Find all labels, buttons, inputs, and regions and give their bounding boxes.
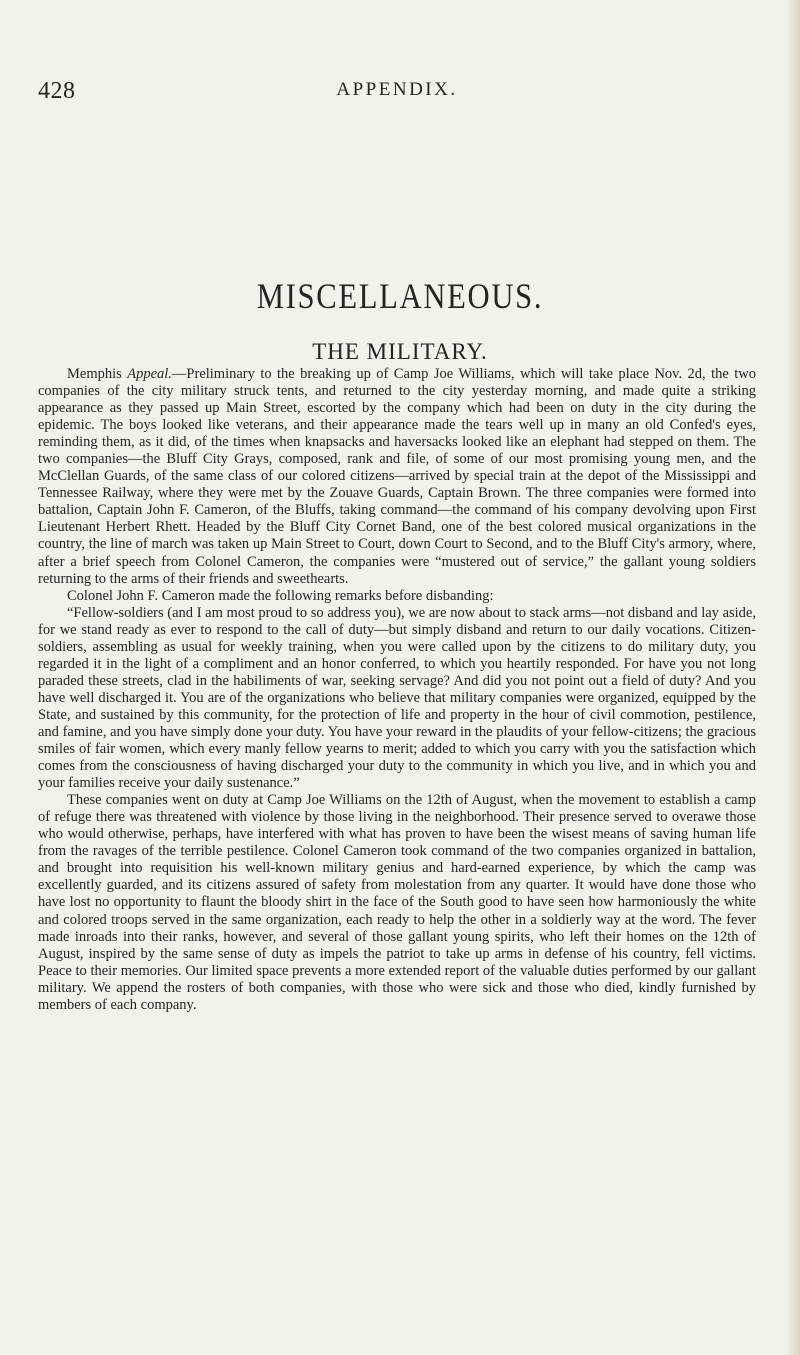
paragraph-1-lead: Memphis [67, 366, 128, 382]
article-title: THE MILITARY. [312, 339, 488, 364]
paragraph-2: Colonel John F. Cameron made the following remarks before disbanding: [67, 587, 494, 604]
paragraph-1 [38, 366, 756, 588]
newspaper-name: Appeal. [127, 366, 172, 382]
section-title: MISCELLANEOUS. [256, 276, 544, 316]
paragraph-1-text: —Preliminary to the breaking up of Camp Joe Williams, which will take place Nov. 2d, the two companies of the city military struck tents, and returned to the city yesterday morning, and made quite a striking appearance as they passed up Main Street, escorted by the company which had been on duty in the city during the epidemic. The boys looked like veterans, and their appearance made the tears well up in many an old Confed's eyes, reminding them, as it did, of the times when knapsacks and haversacks looked like an elephant had stepped on them. The two companies—the Bluff City Grays, composed, rank and file, of some of our most promising young men, and the McClellan Guards, of the same class of our colored citizens—arrived by special train at the depot of the Mississippi and Tennessee Railway, where they were met by the Zouave Guards, Captain Brown. The three companies were formed into battalion, Captain John F. Cameron, of the Bluffs, taking command—the command of his company devolving upon First Lieutenant Herbert Rhett. Headed by the Bluff City Cornet Band, one of the best colored musical organizations in the country, the line of march was taken up Main Street to Court, down Court to Second, and to the Bluff City's armory, where, after a brief speech from Colonel Cameron, the companies were “mustered out of service,” the gallant young soldiers returning to the arms of their friends and sweethearts. [38, 366, 756, 587]
page-edge-shadow [786, 0, 800, 1355]
running-head: APPENDIX. [336, 79, 458, 100]
paragraph-4: These companies went on duty at Camp Joe Williams on the 12th of August, when the movement to establish a camp of refuge there was threatened with violence by those living in the neighborhood. Their presence served to overawe those who would otherwise, perhaps, have interfered with what has proven to have been the wisest means of saving human life from the ravages of the terrible pestilence. Colonel Cameron took command of the two companies organized in battalion, and brought into requisition his well-known military genius and hard-earned experience, by which the camp was excellently guarded, and its citizens assured of safety from molestation from any quarter. It would have done those who have lost no opportunity to flaunt the bloody shirt in the face of the South good to have seen how harmoniously the white and colored troops served in the same organization, each ready to help the other in a soldierly way at the word. The fever made inroads into their ranks, however, and several of those gallant young spirits, who left their homes on the 12th of August, inspired by the same sense of duty as impels the patriot to take up arms in defense of his country, fell victims. Peace to their memories. Our limited space prevents a more extended report of the valuable duties performed by our gallant military. We append the rosters of both companies, with those who were sick and those who died, kindly furnished by members of each company. [38, 792, 756, 1013]
page-header [38, 78, 756, 108]
paragraph-3-speech: “Fellow-soldiers (and I am most proud to so address you), we are now about to stack arms—not disband and lay aside, for we stand ready as ever to respond to the call of duty—but simply disband and return to our daily vocations. Citizen-soldiers, assembling as usual for weekly training, when you were called upon by the citizens to do military duty, you regarded it in the light of a compliment and an honor conferred, to which you heartily responded. For have you not long paraded these streets, clad in the habiliments of war, seeking servage? And did you not point out a field of duty? And you have well discharged it. You are of the organizations who believe that military companies were organized, equipped by the State, and sustained by this community, for the protection of life and property in the hour of civil commotion, pestilence, and famine, and you have simply done your duty. You have your reward in the plaudits of your fellow-citizens; the gracious smiles of fair women, which every manly fellow yearns to merit; added to which you carry with you the satisfaction which comes from the consciousness of having discharged your duty to the community in which you live, and in which you and your families receive your daily sustenance.” [38, 604, 756, 792]
article-body [38, 366, 756, 1014]
page-number: 428 [38, 78, 76, 104]
